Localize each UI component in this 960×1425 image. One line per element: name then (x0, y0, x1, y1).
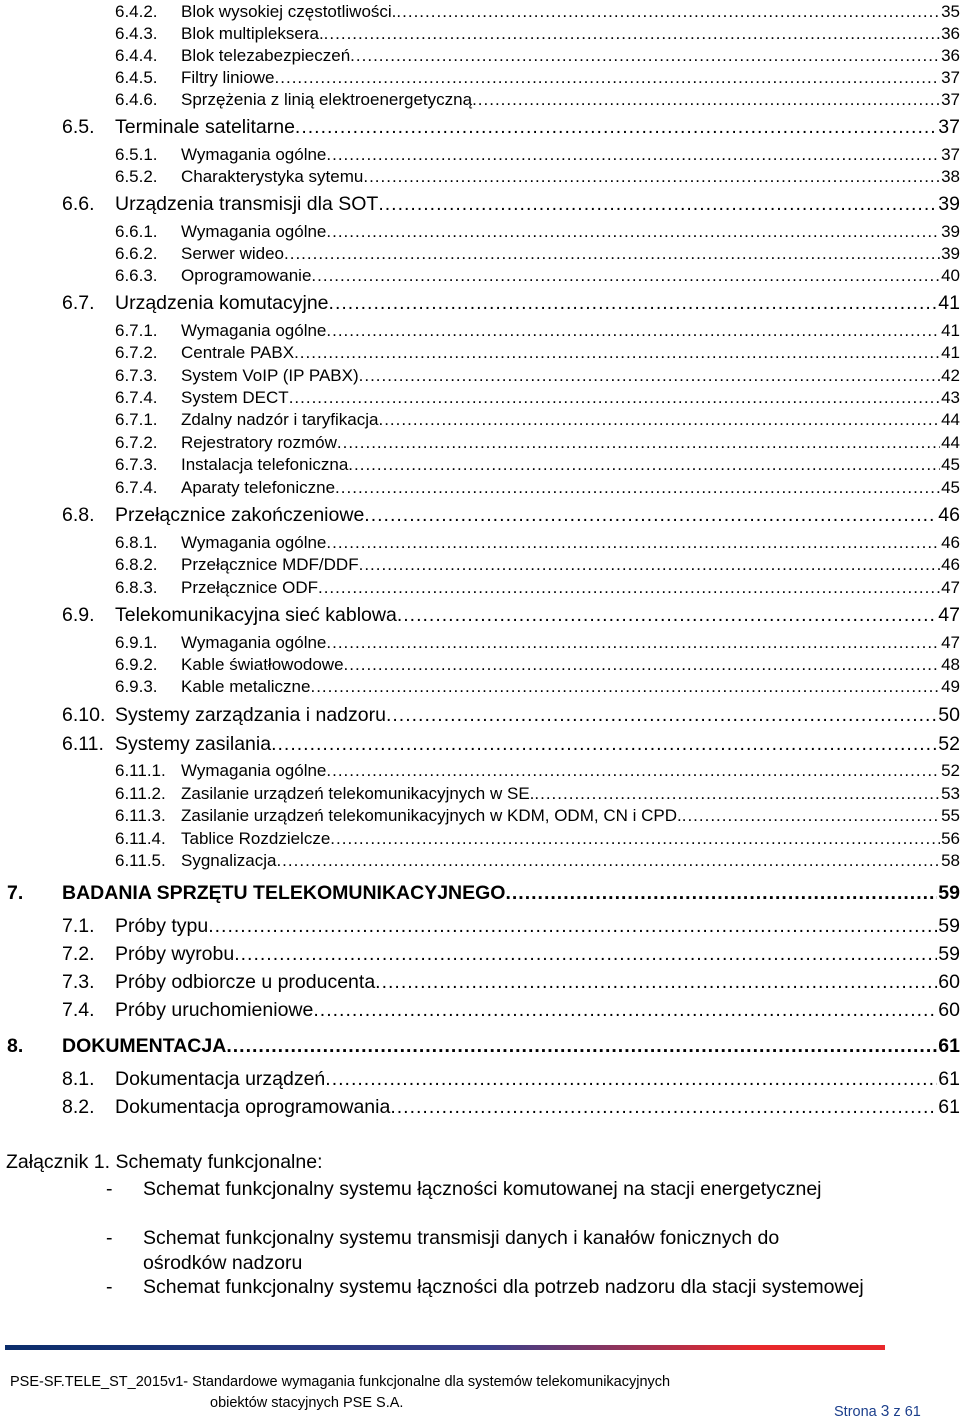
toc-entry-page: 47 (941, 578, 960, 597)
toc-entry-number: 7.2. (62, 943, 95, 965)
toc-entry[interactable] (115, 366, 960, 388)
toc-entry[interactable] (115, 806, 960, 828)
toc-entry-leader (289, 388, 940, 408)
toc-entry[interactable] (62, 733, 960, 761)
toc-entry-page: 59 (938, 943, 960, 965)
toc-entry-title: Charakterystyka sytemu (181, 167, 364, 186)
toc-entry-leader (682, 806, 940, 826)
toc-entry-number: 6.11.5. (115, 851, 166, 870)
toc-entry[interactable] (115, 2, 960, 24)
toc-entry[interactable] (115, 851, 960, 873)
toc-entry-leader (335, 478, 940, 498)
toc-entry-page: 40 (941, 266, 960, 285)
toc-entry-number: 6.4.3. (115, 24, 158, 43)
toc-entry-number: 6.5. (62, 116, 95, 138)
toc-entry-page: 39 (941, 244, 960, 263)
toc-entry-number: 6.9.3. (115, 677, 158, 696)
toc-entry-number: 7.3. (62, 971, 95, 993)
toc-entry-number: 6.7.4. (115, 388, 158, 407)
toc-entry[interactable] (115, 578, 960, 600)
toc-entry-page: 46 (941, 555, 960, 574)
toc-entry-title: Próby odbiorcze u producenta (115, 971, 376, 993)
toc-entry-number: 6.4.5. (115, 68, 158, 87)
page-separator: z (893, 1404, 901, 1420)
toc-entry-number: 6.6. (62, 193, 95, 215)
toc-entry-title: Próby uruchomieniowe (115, 999, 314, 1021)
footer-line-2: obiektów stacyjnych PSE S.A. (210, 1395, 404, 1411)
toc-entry-number: 6.6.2. (115, 244, 158, 263)
toc-entry-leader (329, 292, 938, 315)
toc-entry-title: Przełącznice ODF (181, 578, 318, 597)
toc-entry-page: 50 (938, 704, 960, 726)
toc-entry[interactable] (115, 145, 960, 167)
toc-entry-title: Telekomunikacyjna sieć kablowa (115, 604, 397, 626)
toc-entry-number: 6.7.3. (115, 366, 158, 385)
annex-item-text: Schemat funkcjonalny systemu transmisji danych i kanałów fonicznych do ośrodków nadzoru (143, 1227, 780, 1274)
toc-entry-title: Próby typu (115, 915, 209, 937)
annex-section (6, 1151, 864, 1298)
toc-entry[interactable] (115, 388, 960, 410)
toc-entry-title: Wymagania ogólne (181, 533, 327, 552)
toc-entry-page: 41 (938, 292, 960, 314)
annex-item-dash: - (106, 1276, 113, 1298)
toc-entry-leader (226, 1035, 937, 1058)
toc-entry-leader (396, 2, 940, 22)
toc-entry-page: 58 (941, 851, 960, 870)
toc-entry-title: Tablice Rozdzielcze (181, 829, 331, 848)
toc-entry-title: Blok wysokiej częstotliwości. (181, 2, 397, 21)
toc-entry-page: 45 (941, 478, 960, 497)
toc-entry-number: 6.8.3. (115, 578, 158, 597)
toc-entry-title: Blok telezabezpieczeń (181, 46, 351, 65)
toc-entry-leader (375, 971, 937, 994)
toc-entry-number: 6.9.2. (115, 655, 158, 674)
toc-entry-title: Wymagania ogólne (181, 222, 327, 241)
toc-entry-title: Próby wyrobu (115, 943, 235, 965)
toc-entry-title: Sprzężenia z linią elektroenergetyczną (181, 90, 473, 109)
toc-entry[interactable] (62, 604, 960, 632)
toc-entry-number: 6.7.1. (115, 410, 158, 429)
toc-entry-title: Zdalny nadzór i taryfikacja (181, 410, 379, 429)
toc-entry-page: 48 (941, 655, 960, 674)
toc-entry[interactable] (115, 410, 960, 432)
toc-entry[interactable] (115, 478, 960, 500)
toc-entry-title: Filtry liniowe (181, 68, 275, 87)
toc-entry-leader (363, 167, 940, 187)
toc-entry-leader (234, 943, 937, 966)
footer-text (10, 1372, 670, 1414)
toc-entry[interactable] (115, 761, 960, 783)
annex-item-text: Schemat funkcjonalny systemu łączności komutowanej na stacji energetycznej (143, 1178, 822, 1200)
footer-line-1: PSE-SF.TELE_ST_2015v1- Standardowe wymagania funkcjonalne dla systemów telekomunikacyjnych (10, 1374, 671, 1390)
toc-entry-leader (294, 343, 940, 363)
page-total: 61 (904, 1404, 921, 1420)
toc-entry-leader (344, 655, 941, 675)
toc-entry-title: Blok multipleksera. (181, 24, 324, 43)
toc-entry-number: 6.9.1. (115, 633, 158, 652)
toc-entry-number: 7.1. (62, 915, 95, 937)
toc-entry[interactable] (62, 116, 960, 144)
toc-entry-page: 61 (938, 1035, 960, 1057)
toc-entry[interactable] (115, 784, 960, 806)
toc-entry-number: 7.4. (62, 999, 95, 1021)
toc-entry-page: 37 (941, 68, 960, 87)
toc-entry-number: 6.5.2. (115, 167, 158, 186)
toc-entry[interactable] (7, 1035, 960, 1065)
toc-entry-leader (348, 455, 940, 475)
toc-entry-leader (364, 504, 937, 527)
toc-entry[interactable] (115, 244, 960, 266)
toc-entry-title: Wymagania ogólne (181, 633, 327, 652)
toc-entry-title: Urządzenia komutacyjne (115, 292, 329, 314)
toc-entry[interactable] (115, 321, 960, 343)
toc-entry-title: Zasilanie urządzeń telekomunikacyjnych w SE. (181, 784, 535, 803)
toc-entry-page: 59 (938, 915, 960, 937)
toc-entry-number: 6.7.2. (115, 343, 158, 362)
toc-entry-leader (505, 882, 937, 905)
toc-entry-number: 6.4.6. (115, 90, 158, 109)
toc-entry[interactable] (115, 68, 960, 90)
toc-entry[interactable] (62, 1068, 960, 1096)
toc-entry[interactable] (115, 433, 960, 455)
toc-entry-leader (378, 193, 937, 216)
toc-entry[interactable] (115, 266, 960, 288)
toc-entry-number: 6.4.4. (115, 46, 158, 65)
toc-entry-number: 6.11.3. (115, 806, 166, 825)
toc-entry[interactable] (115, 167, 960, 189)
annex-item-text: Schemat funkcjonalny systemu łączności dla potrzeb nadzoru dla stacji systemowej (143, 1276, 864, 1298)
toc-entry-title: Sygnalizacja (181, 851, 277, 870)
toc-entry-leader (326, 761, 940, 781)
toc-entry-page: 46 (938, 504, 960, 526)
toc-entry-number: 6.6.1. (115, 222, 158, 241)
toc-entry-leader (326, 321, 940, 341)
toc-entry-leader (311, 266, 940, 286)
toc-entry-leader (386, 704, 937, 727)
toc-entry-number: 8.1. (62, 1068, 95, 1090)
toc-entry-number: 6.7.1. (115, 321, 158, 340)
toc-entry-leader (326, 533, 940, 553)
toc-entry-page: 37 (941, 90, 960, 109)
toc-entry-page: 41 (941, 321, 960, 340)
page-prefix: Strona (834, 1404, 877, 1420)
toc-entry-title: Przełącznice MDF/DDF (181, 555, 359, 574)
toc-entry-page: 37 (941, 145, 960, 164)
toc-entry-page: 44 (941, 410, 960, 429)
toc-entry-title: Kable metaliczne (181, 677, 311, 696)
toc-entry-leader (397, 604, 937, 627)
toc-entry-page: 60 (938, 971, 960, 993)
annex-item (106, 1226, 866, 1276)
toc-entry-number: 6.4.2. (115, 2, 158, 21)
toc-entry-page: 47 (938, 604, 960, 626)
annex-title: Załącznik 1. Schematy funkcjonalne: (6, 1151, 323, 1173)
toc-entry-number: 6.9. (62, 604, 95, 626)
toc-entry-leader (310, 677, 940, 697)
toc-entry[interactable] (7, 882, 960, 912)
toc-entry-page: 60 (938, 999, 960, 1021)
toc-entry-page: 44 (941, 433, 960, 452)
toc-entry-number: 6.7. (62, 292, 95, 314)
toc-entry-leader (324, 24, 940, 44)
toc-entry-page: 61 (938, 1096, 960, 1118)
toc-entry-page: 36 (941, 24, 960, 43)
toc-entry-number: 6.8.1. (115, 533, 158, 552)
toc-entry-leader (378, 410, 940, 430)
toc-entry-page: 37 (938, 116, 960, 138)
toc-entry[interactable] (115, 46, 960, 68)
toc-entry-title: Systemy zarządzania i nadzoru (115, 704, 386, 726)
toc-entry-title: Wymagania ogólne (181, 145, 327, 164)
toc-entry-number: 6.6.3. (115, 266, 158, 285)
toc-entry-page: 35 (941, 2, 960, 21)
annex-item-dash: - (106, 1178, 113, 1200)
toc-entry[interactable] (62, 915, 960, 943)
toc-entry-leader (534, 784, 940, 804)
toc-entry-number: 6.11.1. (115, 761, 166, 780)
toc-entry-title: Centrale PABX (181, 343, 295, 362)
toc-entry-title: System DECT (181, 388, 289, 407)
toc-entry-page: 41 (941, 343, 960, 362)
toc-entry-page: 55 (941, 806, 960, 825)
toc-entry-leader (326, 633, 940, 653)
toc-entry-leader (390, 1096, 937, 1119)
annex-item (106, 1275, 866, 1300)
toc-entry-title: Aparaty telefoniczne (181, 478, 336, 497)
toc-entry-number: 6.7.3. (115, 455, 158, 474)
toc-entry-title: DOKUMENTACJA (62, 1035, 227, 1057)
toc-entry-number: 8. (7, 1035, 24, 1057)
toc-entry-page: 49 (941, 677, 960, 696)
toc-entry-number: 6.7.4. (115, 478, 158, 497)
toc-entry[interactable] (62, 704, 960, 732)
toc-entry-title: Przełącznice zakończeniowe (115, 504, 365, 526)
toc-entry-leader (271, 733, 937, 756)
toc-entry-leader (276, 851, 940, 871)
toc-entry-page: 38 (941, 167, 960, 186)
toc-entry-title: Wymagania ogólne (181, 321, 327, 340)
toc-entry-leader (208, 915, 937, 938)
annex-item (106, 1177, 866, 1202)
footer-rule (5, 1345, 885, 1350)
toc-entry-page: 52 (938, 733, 960, 755)
toc-entry-title: Zasilanie urządzeń telekomunikacyjnych w KDM, ODM, CN i CPD. (181, 806, 682, 825)
toc-entry[interactable] (115, 555, 960, 577)
toc-entry-page: 42 (941, 366, 960, 385)
toc-entry-page: 39 (938, 193, 960, 215)
toc-entry-title: Serwer wideo (181, 244, 284, 263)
toc-entry[interactable] (62, 943, 960, 971)
toc-entry-number: 6.5.1. (115, 145, 158, 164)
toc-entry-title: Dokumentacja urządzeń (115, 1068, 326, 1090)
toc-entry-leader (295, 116, 937, 139)
toc-entry-page: 45 (941, 455, 960, 474)
toc-entry-leader (337, 433, 940, 453)
toc-entry-leader (359, 555, 940, 575)
toc-entry-page: 61 (938, 1068, 960, 1090)
toc-entry[interactable] (115, 455, 960, 477)
annex-item-dash: - (106, 1227, 113, 1249)
toc-entry[interactable] (115, 343, 960, 365)
toc-entry-number: 6.8. (62, 504, 95, 526)
toc-entry-leader (330, 829, 940, 849)
toc-entry-number: 6.11. (62, 733, 104, 755)
toc-entry[interactable] (62, 292, 960, 320)
toc-entry-title: Urządzenia transmisji dla SOT (115, 193, 379, 215)
toc-entry-leader (318, 578, 940, 598)
toc-entry[interactable] (62, 999, 960, 1027)
toc-entry-leader (275, 68, 941, 88)
toc-entry-page: 52 (941, 761, 960, 780)
toc-entry[interactable] (62, 193, 960, 221)
toc-entry-page: 53 (941, 784, 960, 803)
toc-entry-number: 6.8.2. (115, 555, 158, 574)
toc-entry-number: 8.2. (62, 1096, 95, 1118)
toc-entry-page: 47 (941, 633, 960, 652)
toc-entry[interactable] (62, 504, 960, 532)
toc-entry-number: 7. (7, 882, 24, 904)
toc-entry-title: Dokumentacja oprogramowania (115, 1096, 391, 1118)
toc-entry-leader (326, 222, 940, 242)
toc-entry[interactable] (115, 533, 960, 555)
toc-entry[interactable] (115, 24, 960, 46)
toc-entry-title: Wymagania ogólne (181, 761, 327, 780)
toc-entry-title: Oprogramowanie (181, 266, 312, 285)
toc-entry[interactable] (62, 971, 960, 999)
toc-entry-page: 36 (941, 46, 960, 65)
toc-entry[interactable] (115, 90, 960, 112)
page-current: 3 (880, 1403, 890, 1420)
toc-entry-title: Rejestratory rozmów (181, 433, 337, 452)
toc-entry-leader (359, 366, 940, 386)
toc-entry[interactable] (115, 655, 960, 677)
toc-entry-number: 6.10. (62, 704, 106, 726)
toc-entry-number: 6.11.4. (115, 829, 166, 848)
toc-entry[interactable] (115, 222, 960, 244)
toc-entry-leader (472, 90, 940, 110)
toc-entry-leader (325, 1068, 937, 1091)
toc-entry-leader (284, 244, 940, 264)
toc-entry-title: Terminale satelitarne (115, 116, 295, 138)
toc-entry-title: Systemy zasilania (115, 733, 272, 755)
toc-entry-title: Instalacja telefoniczna (181, 455, 349, 474)
toc-entry[interactable] (115, 633, 960, 655)
page-number (834, 1403, 921, 1421)
toc-entry-leader (350, 46, 940, 66)
toc-entry-leader (313, 999, 937, 1022)
toc-entry-title: BADANIA SPRZĘTU TELEKOMUNIKACYJNEGO (62, 882, 506, 904)
toc-entry[interactable] (62, 1096, 960, 1124)
toc-entry-page: 39 (941, 222, 960, 241)
toc-entry[interactable] (115, 677, 960, 699)
toc-entry-title: Kable światłowodowe (181, 655, 344, 674)
toc-entry-page: 59 (938, 882, 960, 904)
toc-entry-page: 43 (941, 388, 960, 407)
toc-entry-leader (326, 145, 940, 165)
toc-entry-title: System VoIP (IP PABX) (181, 366, 359, 385)
toc-entry-number: 6.7.2. (115, 433, 158, 452)
toc-entry-page: 56 (941, 829, 960, 848)
toc-entry-number: 6.11.2. (115, 784, 166, 803)
toc-entry[interactable] (115, 829, 960, 851)
toc-entry-page: 46 (941, 533, 960, 552)
